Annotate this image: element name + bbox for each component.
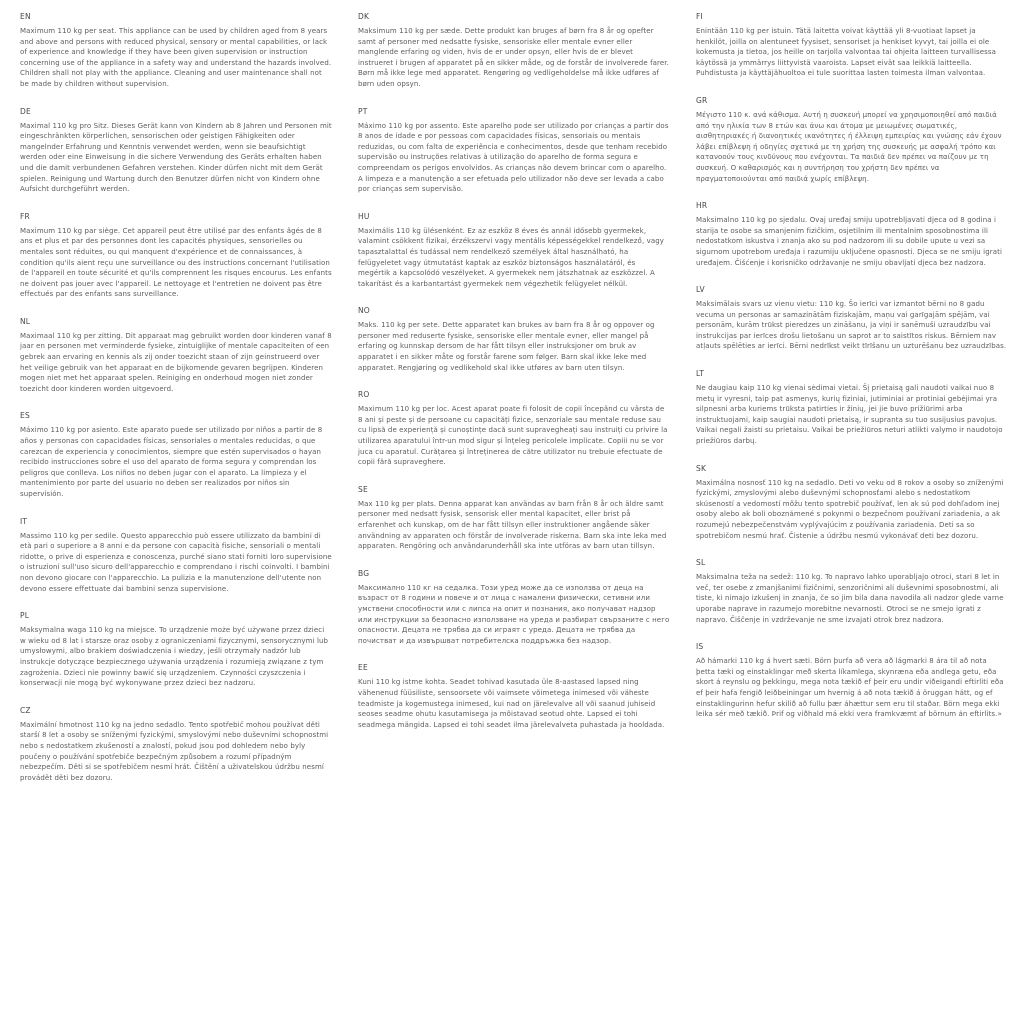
lang-section-hr — [696, 201, 1008, 268]
language-code: LV — [696, 285, 705, 295]
language-text: Maksimalna teža na sedež: 110 kg. To napravo lahko uporabljajo otroci, stari 8 let in več, ter osebe z zmanjšanimi fizičnimi, senzoričnimi ali duševnimi sposobnostmi, ali tiste, ki nimajo izkušenj in znanja, če so jim bila dana navodila ali nadzor glede varne uporabe naprave in razumejo morebitne nevarnosti. Otroci se ne smejo igrati z napravo. Čiščenje in vzdrževanje ne sme izvajati otrok brez nadzora. — [696, 573, 1004, 624]
language-text: Maksimum 110 kg per sæde. Dette produkt kan bruges af børn fra 8 år og opefter samt af personer med nedsatte fysiske, sensoriske eller mentale evner eller manglende erfaring og viden, hvis de er under opsyn, eller hvis de er blevet instrueret i brugen af apparatet på en sikker måde, og de forstår de involverede farer. Børn må ikke lege med apparatet. Rengøring og vedligeholdelse må ikke udføres af børn uden opsyn. — [358, 27, 669, 88]
language-code: IS — [696, 642, 704, 652]
language-code: EN — [20, 12, 31, 21]
language-text: Maximum 110 kg per seat. This appliance can be used by children aged from 8 years and above and persons with reduced physical, sensory or mental capabilities, or lack of experience and knowledge if they have been given supervision or instruction concerning use of the appliance in a safety way and understand the hazards involved. Children shall not play with the appliance. Cleaning and user maintenance shall not be made by children without supervision. — [20, 27, 332, 88]
language-text: Maks. 110 kg per sete. Dette apparatet kan brukes av barn fra 8 år og oppover og personer med reduserte fysiske, sensoriske eller mentale evner, eller mangel på erfaring og kunnskap dersom de har fått tilsyn eller instruksjoner om bruk av apparatet i en sikker måte og forstår farene som følger. Barn skal ikke leke med apparatet. Rengjøring og vedlikehold skal ikke utføres av barn uten tilsyn. — [358, 321, 655, 372]
lang-section-cz — [20, 706, 332, 784]
lang-section-de — [20, 107, 332, 195]
language-text: Ne daugiau kaip 110 kg vienai sėdimai vietai. Šį prietaisą gali naudoti vaikai nuo 8 metų ir vyresni, taip pat asmenys, kurių fiziniai, jutiminiai ar protiniai gebėjimai yra silpnesni arba kuriems trūksta patirties ir žinių, jei jie buvo prižiūrimi arba instruktuojami, kaip saugiai naudoti prietaisą, ir supranta su tuo susijusius pavojus. Vaikai negali žaisti su prietaisu. Vaikai be priežiūros neturi atlikti valymo ir naudotojo priežiūros darbų. — [696, 384, 1003, 446]
column-3 — [696, 12, 1008, 800]
language-code: BG — [358, 568, 370, 578]
lang-section-dk — [358, 12, 670, 90]
language-code: RO — [358, 390, 370, 400]
language-code: ES — [20, 411, 30, 421]
language-text: Massimo 110 kg per sedile. Questo apparecchio può essere utilizzato da bambini di età pari o superiore a 8 anni e da persone con capacità fisiche, sensoriali o mentali ridotte, o prive di esperienza e conoscenza, purché siano stati forniti loro supervisione o istruzioni sull'uso sicuro dell'apparecchio e comprendano i rischi coinvolti. I bambini non devono giocare con l'apparecchio. La pulizia e la manutenzione dell'utente non devono essere effettuate dai bambini senza supervisione. — [20, 531, 332, 593]
language-text: Maksimalno 110 kg po sjedalu. Ovaj uređaj smiju upotrebljavati djeca od 8 godina i starija te osobe sa smanjenim fizičkim, osjetilnim ili mentalnim sposobnostima ili nedostatkom iskustva i znanja ako su pod nadzorom ili su dobile upute u vezi sa sigurnom upotrebom uređaja i razumiju uključene opasnosti. Djeca se ne smiju igrati uređajem. Čišćenje i korisničko održavanje ne smiju obavljati djeca bez nadzora. — [696, 216, 1002, 267]
lang-section-es — [20, 411, 332, 499]
language-code: EE — [358, 663, 368, 673]
lang-section-is — [696, 642, 1008, 720]
lang-section-en — [20, 12, 332, 90]
lang-section-lt — [696, 369, 1008, 447]
lang-section-fr — [20, 212, 332, 300]
language-text: Maksymalna waga 110 kg na miejsce. To urządzenie może być używane przez dzieci w wieku od 8 lat i starsze oraz osoby z ograniczeniami fizycznymi, sensorycznymi lub umysłowymi, albo brakiem doświadczenia i wiedzy, jeśli otrzymały nadzór lub instrukcje dotyczące bezpiecznego używania urządzenia i rozumieją związane z tym zagrożenia. Dzieci nie powinny bawić się urządzeniem. Czynności czyszczenia i konserwacji nie mogą być wykonywane przez dzieci bez nadzoru. — [20, 626, 329, 688]
language-text: Maximaal 110 kg per zitting. Dit apparaat mag gebruikt worden door kinderen vanaf 8 jaar en personen met verminderde fysieke, zintuiglijke of mentale capaciteiten of een gebrek aan ervaring en kennis als zij onder toezicht staan of zijn geinstrueerd over het veilige gebruik van het apparaat en de bijkomende gevaren begrijpen. Kinderen mogen niet met het apparaat spelen. Reiniging en onderhoud mogen niet zonder toezicht door kinderen worden uitgevoerd. — [20, 331, 332, 393]
lang-section-sk — [696, 464, 1008, 542]
language-code: DK — [358, 12, 370, 21]
language-code: SE — [358, 484, 368, 494]
language-code: HR — [696, 201, 708, 211]
language-code: SL — [696, 558, 706, 568]
column-2 — [358, 12, 670, 800]
language-code: DE — [20, 106, 31, 116]
lang-section-lv — [696, 285, 1008, 352]
language-code: LT — [696, 369, 705, 379]
language-text: Að hámarki 110 kg á hvert sæti. Börn þurfa að vera að lágmarki 8 ára til að nota þetta tæki og einstaklingar með skerta líkamlega, skynræna eða andlega getu, eða skort á reynslu og þekkingu, mega nota tækið ef þeir eru undir viðeigandi eftirliti eða ef þeir hafa fengið leiðbeiningar um hvernig á að nota tækið á öruggan hátt, og ef einstaklingurinn hefur skilið að fullu þær áhættur sem eru til staðar. Börn mega ekki leika sér með tækið. Þrif og viðhald má ekki vera framkvæmt af börnum án eftirlits.» — [696, 657, 1004, 719]
lang-section-no — [358, 306, 670, 373]
language-text: Máximo 110 kg por asiento. Este aparato puede ser utilizado por niños a partir de 8 años y personas con capacidades físicas, sensoriales o mentales reducidas, o que carezcan de experiencia y conocimientos, siempre que estén supervisados o hayan recibido instrucciones sobre el uso del aparato de forma segura y comprendan los peligros que conlleva. Los niños no deben jugar con el aparato. La limpieza y el mantenimiento por parte del usuario no deben ser realizados por niños sin supervisión. — [20, 426, 323, 498]
language-code: FR — [20, 211, 30, 221]
language-text: Maximal 110 kg pro Sitz. Dieses Gerät kann von Kindern ab 8 Jahren und Personen mit eingeschränkten körperlichen, sensorischen oder geistigen Fähigkeiten oder mangelnder Erfahrung und Kenntnis verwendet werden, wenn sie beaufsichtigt werden oder eine Einweisung in die sichere Verwendung des Geräts erhalten haben und die damit verbundenen Gefahren verstehen. Kinder dürfen nicht mit dem Gerät spielen. Reinigung und Wartung durch den Benutzer dürfen nicht von Kindern ohne Aufsicht durchgeführt werden. — [20, 121, 332, 194]
lang-section-ee — [358, 663, 670, 730]
language-text: Maximum 110 kg par siège. Cet appareil peut être utilisé par des enfants âgés de 8 ans et plus et par des personnes dont les capacités physiques, sensorielles ou mentales sont réduites, ou qui manquent d'expérience et de connaissances, à condition qu'ils aient reçu une surveillance ou des instructions concernant l'utilisation de l'appareil en toute sécurité et qu'ils comprennent les risques encourus. Les enfants ne doivent pas jouer avec l'appareil. Le nettoyage et l'entretien ne doivent pas être effectués par des enfants sans surveillance. — [20, 226, 332, 299]
language-text: Enintään 110 kg per istuin. Tätä laitetta voivat käyttää yli 8-vuotiaat lapset ja henkilöt, joilla on alentuneet fyysiset, sensoriset ja henkiset kyvyt, tai joilla ei ole kokemusta ja tietoa, jos heille on tarjolla valvontaa tai ohjeita laitteen turvallisessa käytössä ja ymmärrys liittyvistä vaaroista. Lapset eivät saa leikkiä laitteella. Puhdistusta ja käyttäjähuoltoa ei tule suorittaa lasten toimesta ilman valvontaa. — [696, 27, 997, 78]
lang-section-hu — [358, 212, 670, 290]
language-code: PL — [20, 611, 30, 621]
language-text: Maximální hmotnost 110 kg na jedno sedadlo. Tento spotřebič mohou používat děti starší 8 let a osoby se sníženými fyzickými, smyslovými nebo duševními schopnostmi nebo s nedostatkem zkušeností a znalostí, pokud jsou pod dohledem nebo byly poučeny o používání spotřebiče bezpečným způsobem a rozumí případným nebezpečím. Děti si se spotřebičem nesmí hrát. Čištění a uživatelskou údržbu nesmí provádět děti bez dozoru. — [20, 720, 329, 782]
language-text: Μέγιστο 110 κ. ανά κάθισμα. Αυτή η συσκευή μπορεί να χρησιμοποιηθεί από παιδιά από την ηλικία των 8 ετών και άνω και άτομα με μειωμένες σωματικές, αισθητηριακές ή διανοητικές ικανότητες ή έλλειψη εμπειρίας και γνώσης εάν έχουν λάβει επίβλεψη ή οδηγίες σχετικά με τη χρήση της συσκευής με ασφαλή τρόπο και κατανοούν τους κινδύνους που ενέχονται. Τα παιδιά δεν πρέπει να παίζουν με τη συσκευή. Ο καθαρισμός και η συντήρηση του χρήστη δεν πρέπει να πραγματοποιούνται από παιδιά χωρίς επίβλεψη. — [696, 110, 1002, 183]
lang-section-ro — [358, 390, 670, 468]
language-code: FI — [696, 12, 703, 21]
lang-section-pl — [20, 611, 332, 689]
lang-section-pt — [358, 107, 670, 195]
language-text: Máximo 110 kg por assento. Este aparelho pode ser utilizado por crianças a partir dos 8 anos de idade e por pessoas com capacidades físicas, sensoriais ou mentais reduzidas, ou com falta de experiência e conhecimentos, desde que tenham recebido supervisão ou instruções relativas à utilização do aparelho de forma segura e compreendam os perigos envolvidos. As crianças não devem brincar com o aparelho. A limpeza e a manutenção a ser efetuada pelo utilizador não deve ser levada a cabo por crianças sem supervisão. — [358, 121, 669, 194]
language-code: HU — [358, 211, 370, 221]
language-text: Максимално 110 кг на седалка. Този уред може да се използва от деца на възраст от 8 години и повече и от лица с намалени физически, сетивни или умствени способности или с липса на опит и познания, ако получават надзор или инструкции за безопасно използване на уреда и разбират свързаните с него опасности. Децата не трябва да си играят с уреда. Децата не трябва да почистват и да извършват потребителска поддръжка без надзор. — [358, 583, 670, 645]
language-code: NO — [358, 306, 370, 316]
language-code: GR — [696, 95, 708, 105]
language-code: PT — [358, 106, 368, 116]
language-text: Maximálna nosnosť 110 kg na sedadlo. Deti vo veku od 8 rokov a osoby so zníženými fyzickými, zmyslovými alebo duševnými schopnosťami alebo s nedostatkom skúseností a vedomostí môžu tento spotrebič používať, len ak sú pod dohľadom inej osoby alebo ak boli oboznámené s pokynmi o bezpečnom používaní zariadenia, a ak rozumejú nebezpečenstvám vyplývajúcim z používania zariadenia. Deti sa so spotrebičom nesmú hrať. Čistenie a údržbu nesmú vykonávať deti bez dozoru. — [696, 478, 1004, 540]
lang-section-gr — [696, 96, 1008, 184]
language-text: Maksimālais svars uz vienu vietu: 110 kg. Šo ierīci var izmantot bērni no 8 gadu vecuma un personas ar samazinātām fiziskajām, maņu vai garīgajām spējām, vai personām, kurām trūkst pieredzes un zināšanu, ja viņi ir sanēmuši uzraudzību vai instrukcijas par ierīces drošu lietošanu un saprot ar to saistītos riskus. Bērniem nav atļauts spēlēties ar ierīci. Bērni nedrīkst veikt tīrīšanu un uzturēšanu bez uzraudzības. — [696, 300, 1007, 351]
language-text: Kuni 110 kg istme kohta. Seadet tohivad kasutada üle 8-aastased lapsed ning vähenenud füüsiliste, sensoorsete või vaimsete võimetega inimesed või väheste teadmiste ja kogemustega inimesed, kui nad on järelevalve all või saanud juhiseid seoses seadme ohutu kasutamisega ja mõistavad seotud ohte. Lapsed ei tohi seadmega mängida. Lapsed ei tohi seadet ilma järelevalveta puhastada ja hooldada. — [358, 678, 665, 729]
language-code: NL — [20, 316, 31, 326]
lang-section-bg — [358, 569, 670, 647]
lang-section-fi — [696, 12, 1008, 79]
lang-section-it — [20, 517, 332, 595]
language-code: CZ — [20, 705, 31, 715]
language-text: Max 110 kg per plats. Denna apparat kan användas av barn från 8 år och äldre samt personer med nedsatt fysisk, sensorisk eller mental kapacitet, eller brist på erfarenhet och kunskap, om de har fått tillsyn eller instruktioner angående säker användning av apparaten och förstår de involverade riskerna. Barn ska inte leka med apparaten. Rengöring och användarunderhåll ska inte utföras av barn utan tillsyn. — [358, 499, 667, 551]
language-text: Maximum 110 kg per loc. Acest aparat poate fi folosit de copii începând cu vârsta de 8 ani și peste și de persoane cu capacități fizice, senzoriale sau mentale reduse sau cu lipsă de experiență și cunoștințe dacă sunt supravegheați sau instruiți cu privire la utilizarea aparatului într-un mod sigur și înțeleg pericolele implicate. Copiii nu se vor juca cu aparatul. Curățarea și întreținerea de către utilizator nu trebuie efectuate de copii fără supraveghere. — [358, 405, 668, 467]
column-1 — [20, 12, 332, 800]
lang-section-sl — [696, 558, 1008, 625]
language-code: SK — [696, 463, 707, 473]
lang-section-nl — [20, 317, 332, 395]
language-text: Maximális 110 kg ülésenként. Ez az eszköz 8 éves és annál idősebb gyermekek, valamint csökkent fizikai, érzékszervi vagy mentális képességekkel rendelkező, vagy tapasztalattal és tudással nem rendelkező személyek által használható, ha felügyeletet vagy útmutatást kaptak az eszköz biztonságos használatáról, és megértik a kapcsolódó veszélyeket. A gyermekek nem játszhatnak az eszközzel. A takarítást és a karbantartást gyermekek nem végezhetik felügyelet nélkül. — [358, 226, 665, 288]
lang-section-se — [358, 485, 670, 552]
language-code: IT — [20, 516, 28, 526]
